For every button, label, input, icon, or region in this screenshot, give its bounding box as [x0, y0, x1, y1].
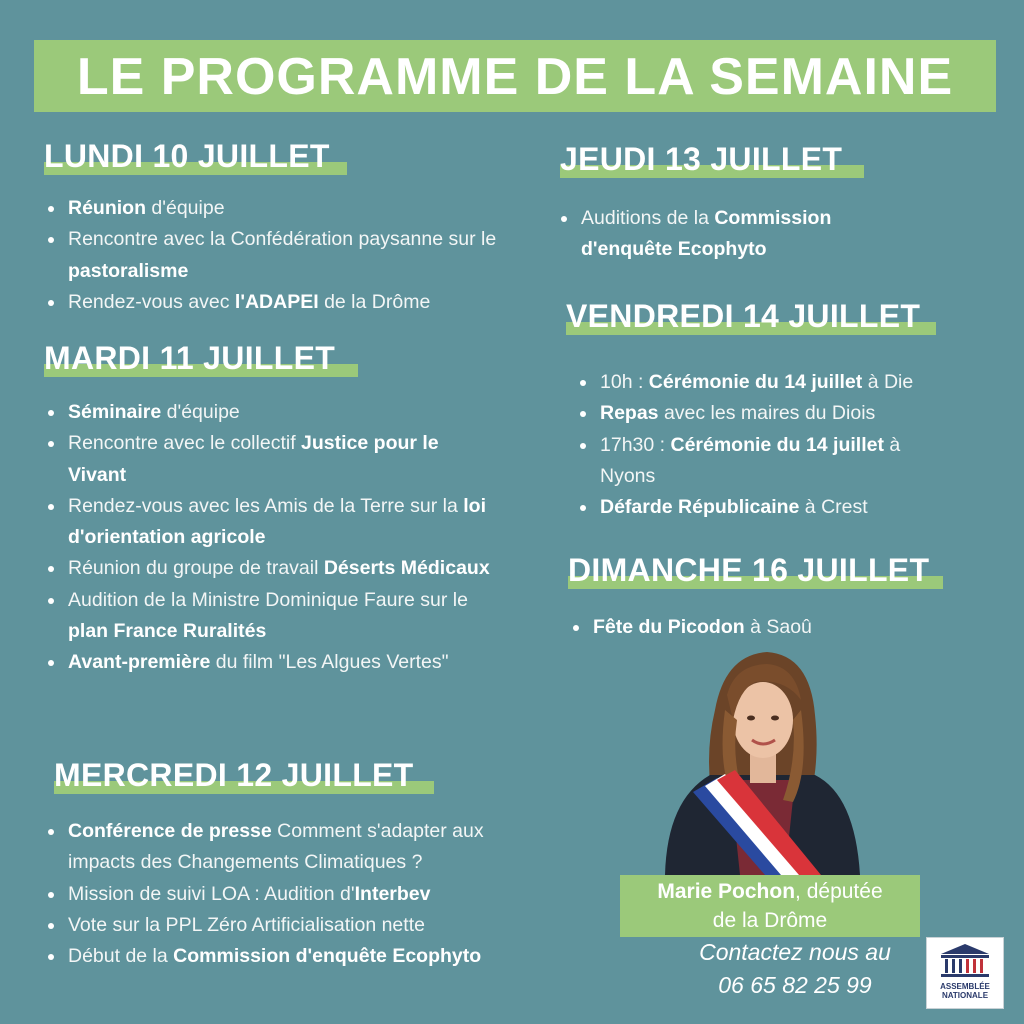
deputy-name: Marie Pochon: [657, 880, 796, 903]
item-text: Rendez-vous avec les Amis de la Terre sur la: [68, 494, 464, 517]
list-item: [578, 430, 958, 493]
logo-text-line2: NATIONALE: [941, 991, 989, 1000]
list-dimanche: [571, 612, 901, 643]
page-title: LE PROGRAMME DE LA SEMAINE: [76, 48, 954, 106]
list-item: [559, 203, 889, 266]
item-text: à Crest: [799, 496, 868, 519]
contact-block: [680, 936, 910, 1002]
day-heading-dimanche: DIMANCHE 16 JUILLET: [568, 552, 929, 589]
item-highlight: Séminaire: [68, 401, 162, 423]
assemblee-nationale-icon: [927, 938, 1003, 982]
day-heading-mardi: MARDI 11 JUILLET: [44, 340, 335, 377]
list-item: [46, 397, 496, 428]
list-item: [46, 585, 496, 648]
item-text: Début de la: [68, 945, 174, 968]
deputy-constituency: de la Drôme: [712, 909, 828, 932]
item-highlight: Cérémonie du 14 juillet: [670, 433, 884, 456]
item-text: avec les maires du Diois: [658, 402, 876, 425]
item-text: Rencontre avec la Confédération paysanne sur le: [68, 228, 497, 251]
item-text: de la Drôme: [318, 290, 431, 313]
caption: [620, 877, 920, 935]
item-highlight: Interbev: [354, 882, 431, 905]
list-item: [46, 224, 516, 287]
list-item: [578, 492, 958, 523]
item-highlight: Défarde Républicaine: [600, 496, 800, 519]
item-text: Vote sur la PPL Zéro Artificialisation nette: [68, 913, 425, 936]
item-highlight: Conférence de presse: [68, 820, 272, 842]
list-item: [46, 910, 546, 941]
day-heading-mercredi: MERCREDI 12 JUILLET: [54, 757, 414, 794]
item-text: à Die: [862, 371, 914, 393]
portrait-photo: [655, 650, 865, 875]
item-text: à Saoû: [744, 616, 812, 638]
item-highlight: Avant-première: [68, 651, 211, 674]
day-heading-jeudi: JEUDI 13 JUILLET: [560, 141, 842, 178]
item-text: Auditions de la: [581, 207, 715, 229]
list-item: [46, 647, 496, 678]
list-item: [46, 428, 496, 491]
item-text: Rendez-vous avec: [68, 290, 235, 313]
list-item: [46, 491, 496, 554]
day-heading-lundi: LUNDI 10 JUILLET: [44, 138, 330, 175]
item-highlight: Cérémonie du 14 juillet: [648, 371, 863, 393]
list-item: [46, 193, 516, 224]
item-text: Audition de la Ministre Dominique Faure sur le: [68, 588, 468, 611]
list-jeudi: [559, 203, 889, 266]
item-highlight: plan France Ruralités: [68, 620, 267, 643]
item-text: d'équipe: [161, 401, 240, 423]
item-text: Réunion du groupe de travail: [68, 557, 324, 580]
item-text: d'équipe: [146, 197, 225, 219]
list-item: [578, 398, 958, 429]
list-vendredi: [578, 367, 958, 523]
item-highlight: l'ADAPEI: [234, 290, 319, 313]
day-heading-vendredi: VENDREDI 14 JUILLET: [566, 298, 920, 335]
item-highlight: loi d'orientation agricole: [68, 494, 486, 549]
item-highlight: Réunion: [68, 197, 146, 219]
list-item: [46, 941, 546, 972]
item-highlight: Déserts Médicaux: [323, 557, 490, 580]
logo-text-line1: ASSEMBLÉE: [940, 982, 990, 991]
list-item: [46, 553, 496, 584]
list-item: [46, 816, 546, 879]
person-portrait-icon: [655, 650, 865, 875]
assemblee-nationale-logo: [926, 937, 1004, 1009]
item-highlight: Repas: [600, 402, 659, 425]
item-text: du film "Les Algues Vertes": [210, 651, 449, 674]
item-text: à Nyons: [600, 433, 901, 487]
deputy-role: , députée: [795, 880, 883, 903]
list-item: [46, 287, 516, 318]
list-mercredi: [46, 816, 546, 972]
list-item: [571, 612, 901, 643]
item-text: Mission de suivi LOA : Audition d': [68, 882, 355, 905]
item-text: 17h30 :: [600, 433, 671, 456]
item-highlight: Commission d'enquête Ecophyto: [173, 945, 482, 968]
item-highlight: Fête du Picodon: [593, 616, 745, 638]
contact-phone[interactable]: 06 65 82 25 99: [718, 972, 872, 998]
item-text: Rencontre avec le collectif: [68, 432, 302, 455]
item-text: 10h :: [600, 371, 649, 393]
item-highlight: pastoralisme: [68, 259, 189, 282]
list-mardi: [46, 397, 496, 679]
item-highlight: Commission d'enquête Ecophyto: [581, 207, 832, 261]
item-text: Comment s'adapter aux impacts des Changements Climatiques ?: [68, 820, 484, 874]
list-lundi: [46, 193, 516, 318]
list-item: [46, 879, 546, 910]
contact-label: Contactez nous au: [699, 939, 891, 965]
list-item: [578, 367, 958, 398]
item-highlight: Justice pour le Vivant: [68, 432, 439, 486]
